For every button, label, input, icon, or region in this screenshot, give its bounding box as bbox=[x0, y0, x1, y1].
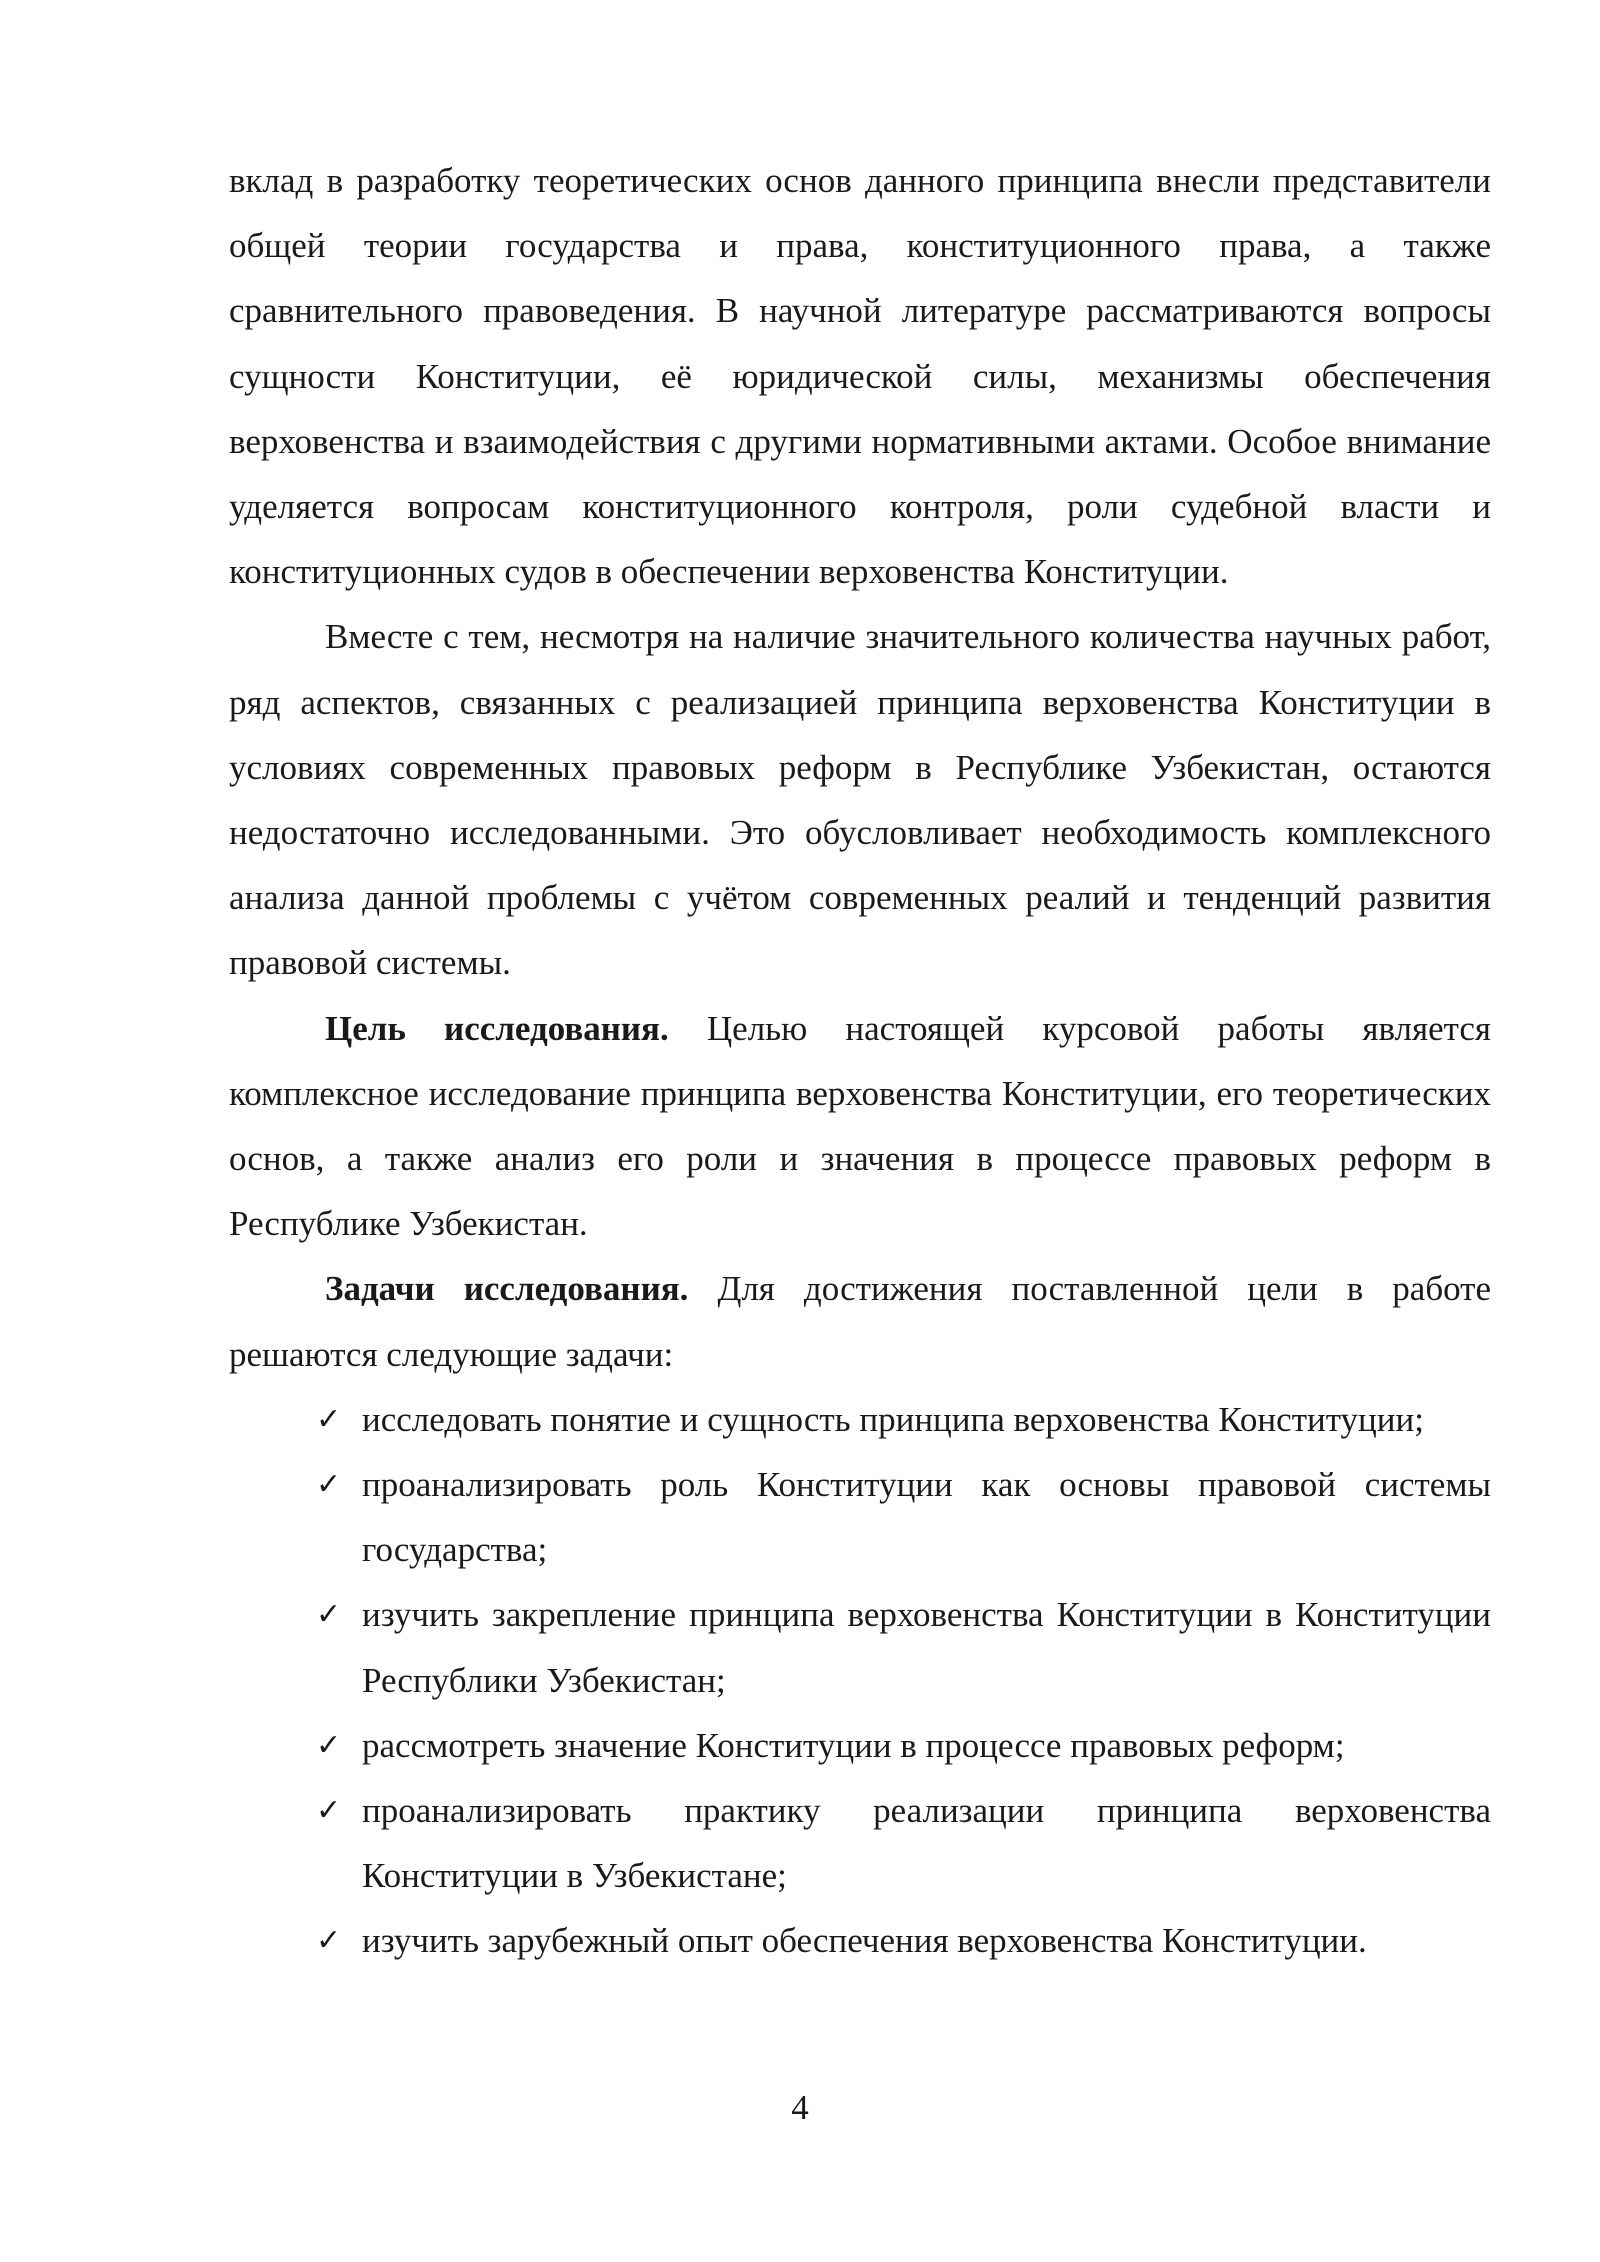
goal-heading: Цель исследования. bbox=[325, 1008, 669, 1048]
paragraph-research-tasks bbox=[229, 1256, 1491, 1386]
goal-text: Целью настоящей курсовой работы является комплексное исследование принципа верховенства Конституции, его теоретических основ, а также анализ его роли и значения в процессе правовых реформ в Республике Узбекистан. bbox=[229, 1008, 1491, 1244]
tasks-intro: Для достижения поставленной цели в работе решаются следующие задачи: bbox=[229, 1269, 1491, 1374]
list-item-text: изучить зарубежный опыт обеспечения верховенства Конституции. bbox=[362, 1921, 1367, 1961]
list-item bbox=[316, 1778, 1491, 1908]
paragraph-research-gap: Вместе с тем, несмотря на наличие значительного количества научных работ, ряд аспектов, связанных с реализацией принципа верховенства Конституции в условиях современных правовых реформ в Республике Узбекистан, остаются недостаточно исследованными. Это обусловливает необходимость комплексного анализа данной проблемы с учётом современных реалий и тенденций развития правовой системы. bbox=[229, 617, 1491, 983]
checkmark-icon: ✓ bbox=[316, 1793, 342, 1829]
list-item bbox=[316, 1713, 1491, 1778]
list-item-text: проанализировать роль Конституции как основы правовой системы государства; bbox=[362, 1465, 1491, 1570]
document-page bbox=[229, 148, 1491, 1974]
checkmark-icon: ✓ bbox=[316, 1597, 342, 1633]
tasks-list bbox=[229, 1387, 1491, 1974]
list-item-text: исследовать понятие и сущность принципа верховенства Конституции; bbox=[362, 1399, 1424, 1439]
tasks-heading: Задачи исследования. bbox=[325, 1269, 689, 1309]
checkmark-icon: ✓ bbox=[316, 1401, 342, 1437]
list-item-text: рассмотреть значение Конституции в процессе правовых реформ; bbox=[362, 1725, 1345, 1765]
list-item-text: изучить закрепление принципа верховенства Конституции в Конституции Республики Узбекистан; bbox=[362, 1595, 1491, 1700]
list-item-text: проанализировать практику реализации принципа верховенства Конституции в Узбекистане; bbox=[362, 1791, 1491, 1896]
list-item bbox=[316, 1452, 1491, 1582]
list-item bbox=[316, 1908, 1491, 1973]
checkmark-icon: ✓ bbox=[316, 1467, 342, 1503]
list-item bbox=[316, 1387, 1491, 1452]
paragraph-research-goal bbox=[229, 996, 1491, 1257]
page-number: 4 bbox=[791, 2088, 809, 2127]
paragraph-literature-review: вклад в разработку теоретических основ данного принципа внесли представители общей теории государства и права, конституционного права, а также сравнительного правоведения. В научной литературе рассматриваются вопросы сущности Конституции, её юридической силы, механизмы обеспечения верховенства и взаимодействия с другими нормативными актами. Особое внимание уделяется вопросам конституционного контроля, роли судебной власти и конституционных судов в обеспечении верховенства Конституции. bbox=[229, 161, 1491, 592]
list-item bbox=[316, 1582, 1491, 1712]
checkmark-icon: ✓ bbox=[316, 1727, 342, 1763]
checkmark-icon: ✓ bbox=[316, 1923, 342, 1959]
